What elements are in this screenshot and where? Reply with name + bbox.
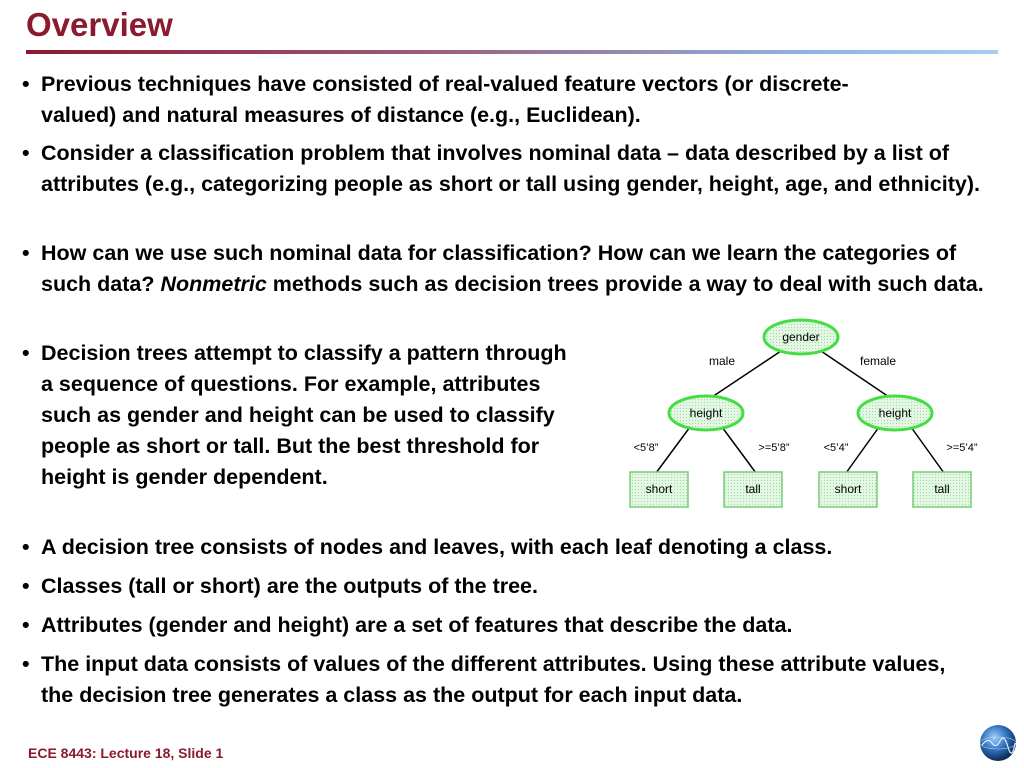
bullet-dot: • <box>22 141 30 165</box>
bullet-8-text: The input data consists of values of the different attributes. Using these attribute values, the decision tree generates a class as the output for each input data. <box>41 652 946 707</box>
bullet-6 <box>22 571 1012 602</box>
node-height-left-label: height <box>689 406 723 420</box>
bullet-dot: • <box>22 72 30 96</box>
threshold-left-ge: >=5’8” <box>758 442 790 454</box>
node-height-right-label: height <box>878 406 912 420</box>
bullet-5 <box>22 532 1012 563</box>
bullet-3-emphasis: Nonmetric <box>160 272 267 296</box>
bullet-3-text-b: methods such as decision trees provide a way to deal with such data. <box>266 272 984 296</box>
bullet-dot: • <box>22 574 30 598</box>
bullet-dot: • <box>22 341 30 365</box>
branch-label-female: female <box>859 354 897 368</box>
bullet-dot: • <box>22 241 30 265</box>
threshold-left-lt: <5’8” <box>633 442 659 454</box>
bullet-7-text: Attributes (gender and height) are a set of features that describe the data. <box>41 613 793 637</box>
bullet-dot: • <box>22 535 30 559</box>
bullet-7 <box>22 610 1012 641</box>
threshold-right-ge: >=5’4” <box>946 442 978 454</box>
edge-left-tall <box>722 427 756 473</box>
leaf-tall-2-label: tall <box>934 482 950 496</box>
branch-label-male: male <box>708 354 736 368</box>
slide-footer: ECE 8443: Lecture 18, Slide 1 <box>28 745 224 761</box>
bullet-5-text: A decision tree consists of nodes and leaves, with each leaf denoting a class. <box>41 535 833 559</box>
bullet-1 <box>22 69 902 131</box>
bullet-8 <box>22 649 962 711</box>
bullet-1-text: Previous techniques have consisted of real-valued feature vectors (or discrete-valued) and natural measures of distance (e.g., Euclidean). <box>41 72 849 127</box>
leaf-tall-1-label: tall <box>745 482 761 496</box>
bullet-3 <box>22 238 1002 300</box>
globe-logo-icon <box>978 723 1018 763</box>
edge-right-tall <box>911 427 944 473</box>
slide-title: Overview <box>26 6 173 43</box>
bullet-6-text: Classes (tall or short) are the outputs of the tree. <box>41 574 538 598</box>
threshold-right-lt: <5’4” <box>823 442 849 454</box>
edge-left-short <box>656 427 690 473</box>
bullet-4-text: Decision trees attempt to classify a pattern through a sequence of questions. For example, attributes such as gender and height can be used to classify people as short or tall. But the best threshold for height is gender dependent. <box>41 341 567 489</box>
bullet-4 <box>22 338 577 493</box>
node-gender-label: gender <box>782 330 820 344</box>
leaf-short-1-label: short <box>645 482 673 496</box>
bullet-2 <box>22 138 1002 200</box>
bullet-dot: • <box>22 652 30 676</box>
edge-right-short <box>846 427 879 473</box>
bullet-2-text: Consider a classification problem that involves nominal data – data described by a list of attributes (e.g., categorizing people as short or tall using gender, height, age, and ethnicity). <box>41 141 980 196</box>
bullet-dot: • <box>22 613 30 637</box>
bullet-3-text-a: How can we use such nominal data for classification? How can we learn the categories of such data? <box>41 241 957 296</box>
decision-tree-diagram <box>620 315 1000 515</box>
bullet-3-text <box>41 238 1002 300</box>
leaf-short-2-label: short <box>834 482 862 496</box>
